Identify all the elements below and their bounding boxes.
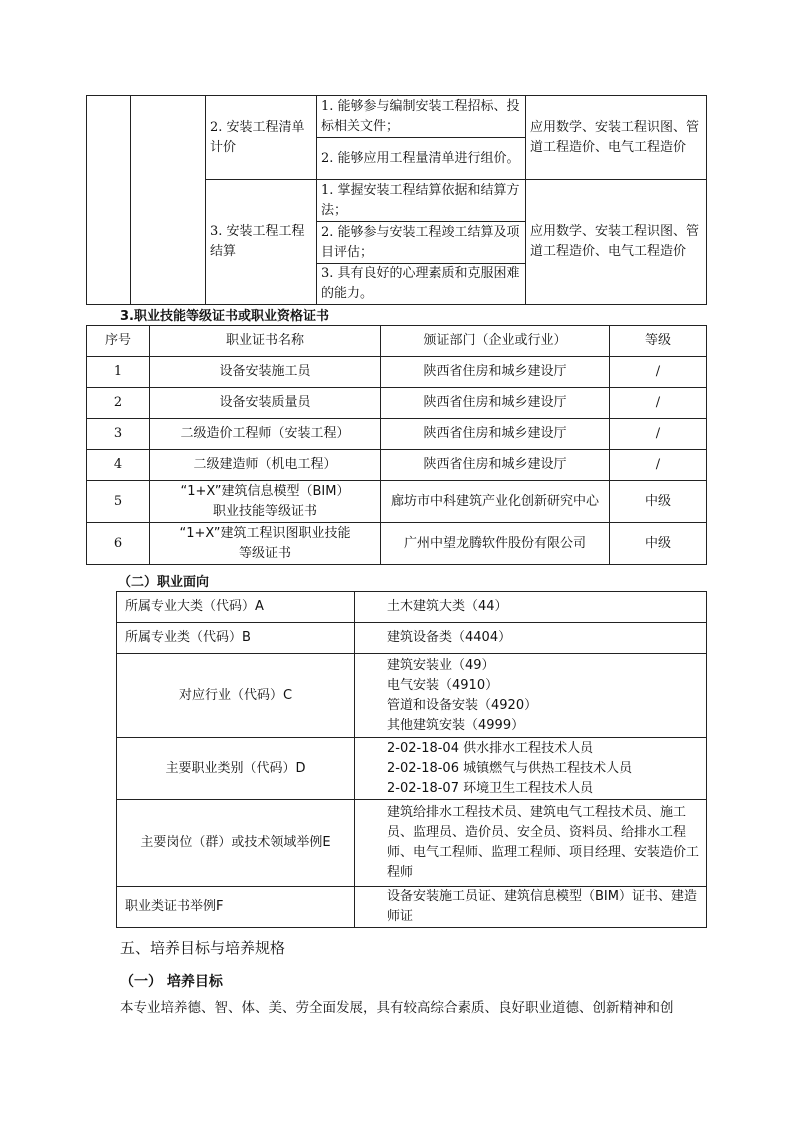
cert-dept: 廊坊市中科建筑产业化创新研究中心 [381,481,610,523]
cert-level: / [610,419,707,450]
table-row [87,450,707,481]
cert-name: 二级建造师（机电工程） [150,450,381,481]
career-value: 2-02-18-04 供水排水工程技术人员 2-02-18-06 城镇燃气与供热工程技术人员 2-02-18-07 环境卫生工程技术人员 [355,738,707,800]
cert-heading: 3.职业技能等级证书或职业资格证书 [120,309,329,324]
ability-cell: 1. 能够参与编制安装工程招标、投标相关文件； [317,96,526,138]
career-heading: （二）职业面向 [118,575,210,590]
task-cell: 3. 安装工程工程结算 [206,180,317,305]
career-value: 设备安装施工员证、建筑信息模型（BIM）证书、建造师证 [355,887,707,928]
table-row [117,592,707,623]
cert-no: 5 [87,481,150,523]
cert-dept: 广州中望龙腾软件股份有限公司 [381,523,610,565]
career-label: 对应行业（代码）C [117,654,355,738]
career-value: 土木建筑大类（44） [355,592,707,623]
cert-level: 中级 [610,481,707,523]
career-label: 主要岗位（群）或技术领域举例E [117,800,355,887]
col-header: 颁证部门（企业或行业） [381,326,610,357]
career-label: 主要职业类别（代码）D [117,738,355,800]
ability-cell: 2. 能够应用工程量清单进行组价。 [317,138,526,180]
blank-cell [87,96,131,305]
cert-dept: 陕西省住房和城乡建设厅 [381,388,610,419]
cert-name: 二级造价工程师（安装工程） [150,419,381,450]
cert-no: 4 [87,450,150,481]
table-row [87,481,707,523]
cert-table [86,325,707,565]
cert-no: 1 [87,357,150,388]
section-title: 五、培养目标与培养规格 [120,939,286,957]
table-row [87,523,707,565]
col-header: 序号 [87,326,150,357]
col-header: 职业证书名称 [150,326,381,357]
career-label: 职业类证书举例F [117,887,355,928]
ability-cell: 3. 具有良好的心理素质和克服困难的能力。 [317,264,526,305]
cert-no: 2 [87,388,150,419]
cert-level: / [610,450,707,481]
table-row [87,388,707,419]
career-label: 所属专业类（代码）B [117,623,355,654]
cert-name: 设备安装质量员 [150,388,381,419]
table-row [117,738,707,800]
col-header: 等级 [610,326,707,357]
cert-name: 设备安装施工员 [150,357,381,388]
body-paragraph: 本专业培养德、智、体、美、劳全面发展，具有较高综合素质、良好职业道德、创新精神和创 [120,1000,674,1016]
table-row [117,887,707,928]
subsection-title: （一） 培养目标 [120,974,223,990]
cert-level: 中级 [610,523,707,565]
cert-dept: 陕西省住房和城乡建设厅 [381,450,610,481]
career-value: 建筑给排水工程技术员、建筑电气工程技术员、施工员、监理员、造价员、安全员、资料员、给排水工程师、电气工程师、监理工程师、项目经理、安装造价工程师 [355,800,707,887]
task-cell: 2. 安装工程清单计价 [206,96,317,180]
cert-no: 3 [87,419,150,450]
top-table [86,95,707,305]
cert-name: “1+X”建筑工程识图职业技能 等级证书 [150,523,381,565]
career-value: 建筑设备类（4404） [355,623,707,654]
career-value: 建筑安装业（49） 电气安装（4910） 管道和设备安装（4920） 其他建筑安装（4999） [355,654,707,738]
table-row [117,623,707,654]
course-cell: 应用数学、安装工程识图、管道工程造价、电气工程造价 [526,180,707,305]
ability-cell: 2. 能够参与安装工程竣工结算及项目评估； [317,222,526,264]
table-row [87,357,707,388]
cert-name: “1+X”建筑信息模型（BIM） 职业技能等级证书 [150,481,381,523]
career-label: 所属专业大类（代码）A [117,592,355,623]
table-row [87,419,707,450]
cert-level: / [610,388,707,419]
cert-no: 6 [87,523,150,565]
cert-dept: 陕西省住房和城乡建设厅 [381,357,610,388]
blank-cell [131,96,206,305]
table-row [117,800,707,887]
course-cell: 应用数学、安装工程识图、管道工程造价、电气工程造价 [526,96,707,180]
cert-dept: 陕西省住房和城乡建设厅 [381,419,610,450]
cert-level: / [610,357,707,388]
table-row [87,96,707,138]
ability-cell: 1. 掌握安装工程结算依据和结算方法； [317,180,526,222]
table-header-row [87,326,707,357]
career-table [116,591,707,928]
table-row [117,654,707,738]
